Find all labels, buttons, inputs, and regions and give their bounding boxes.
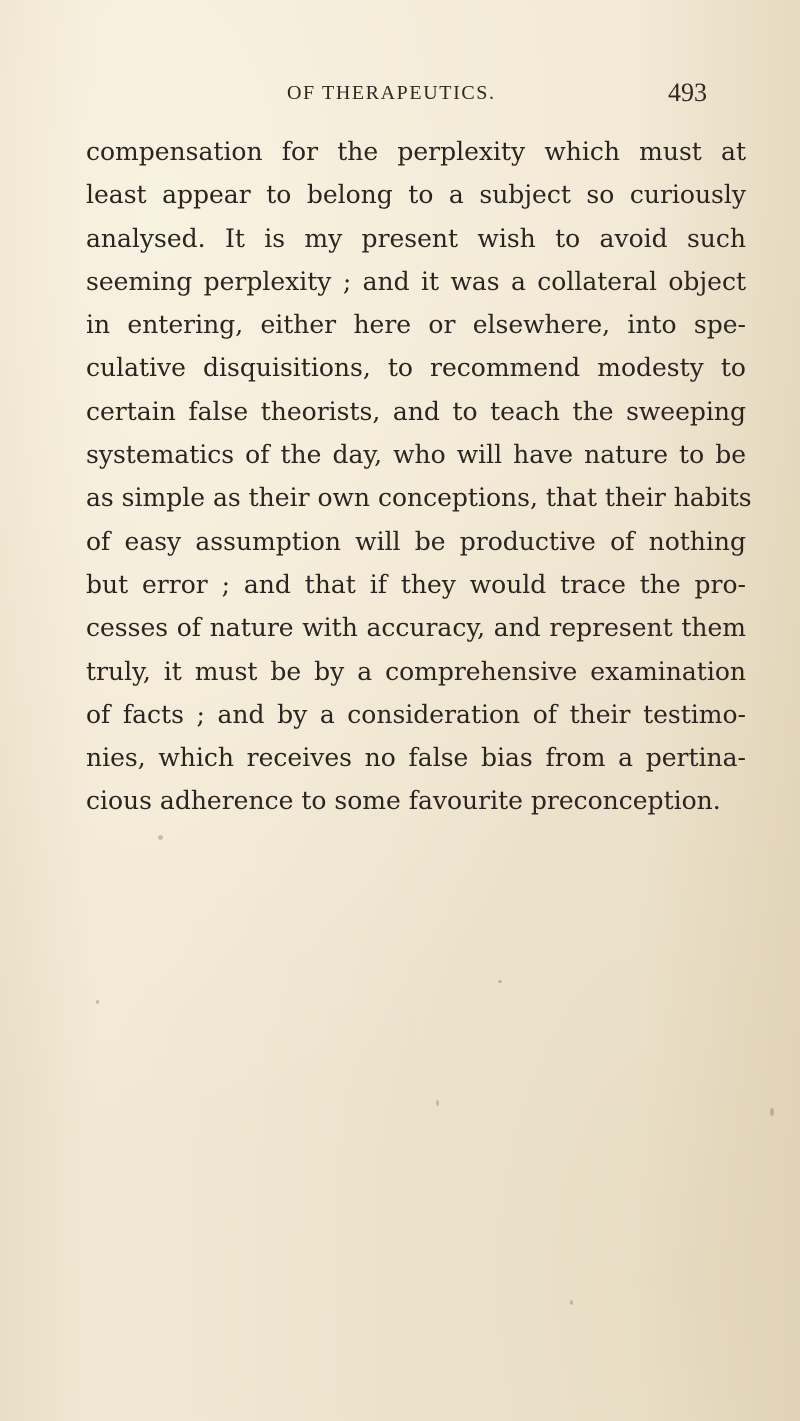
paper-speck bbox=[96, 1000, 99, 1004]
text-line: in entering, either here or elsewhere, into spe- bbox=[86, 310, 746, 340]
page-number: 493 bbox=[668, 78, 707, 107]
paper-speck bbox=[570, 1300, 573, 1305]
paper-speck bbox=[436, 1100, 439, 1106]
text-line: culative disquisitions, to recommend modesty to bbox=[86, 353, 746, 383]
text-line: least appear to belong to a subject so curiously bbox=[86, 180, 746, 210]
text-line: nies, which receives no false bias from a pertina- bbox=[86, 743, 746, 773]
paper-speck bbox=[770, 1108, 774, 1116]
text-line: analysed. It is my present wish to avoid such bbox=[86, 223, 746, 253]
text-line: of facts ; and by a consideration of their testimo- bbox=[86, 699, 746, 729]
text-line: but error ; and that if they would trace the pro- bbox=[86, 569, 746, 599]
text-line: certain false theorists, and to teach the sweeping bbox=[86, 396, 746, 426]
text-line: of easy assumption will be productive of nothing bbox=[86, 526, 746, 556]
body-text bbox=[86, 130, 752, 823]
text-line: cesses of nature with accuracy, and represent them bbox=[86, 613, 746, 643]
paper-speck bbox=[498, 980, 502, 983]
text-line: seeming perplexity ; and it was a collateral object bbox=[86, 266, 746, 296]
text-line: truly, it must be by a comprehensive examination bbox=[86, 656, 746, 686]
paper-speck bbox=[158, 835, 163, 840]
text-line: compensation for the perplexity which must at bbox=[86, 137, 746, 166]
text-line: cious adherence to some favourite preconception. bbox=[86, 786, 721, 816]
page-header bbox=[0, 78, 800, 114]
running-head: OF THERAPEUTICS. bbox=[287, 82, 496, 104]
text-line: as simple as their own conceptions, that their habits bbox=[86, 483, 752, 513]
text-line: systematics of the day, who will have nature to be bbox=[86, 440, 746, 470]
